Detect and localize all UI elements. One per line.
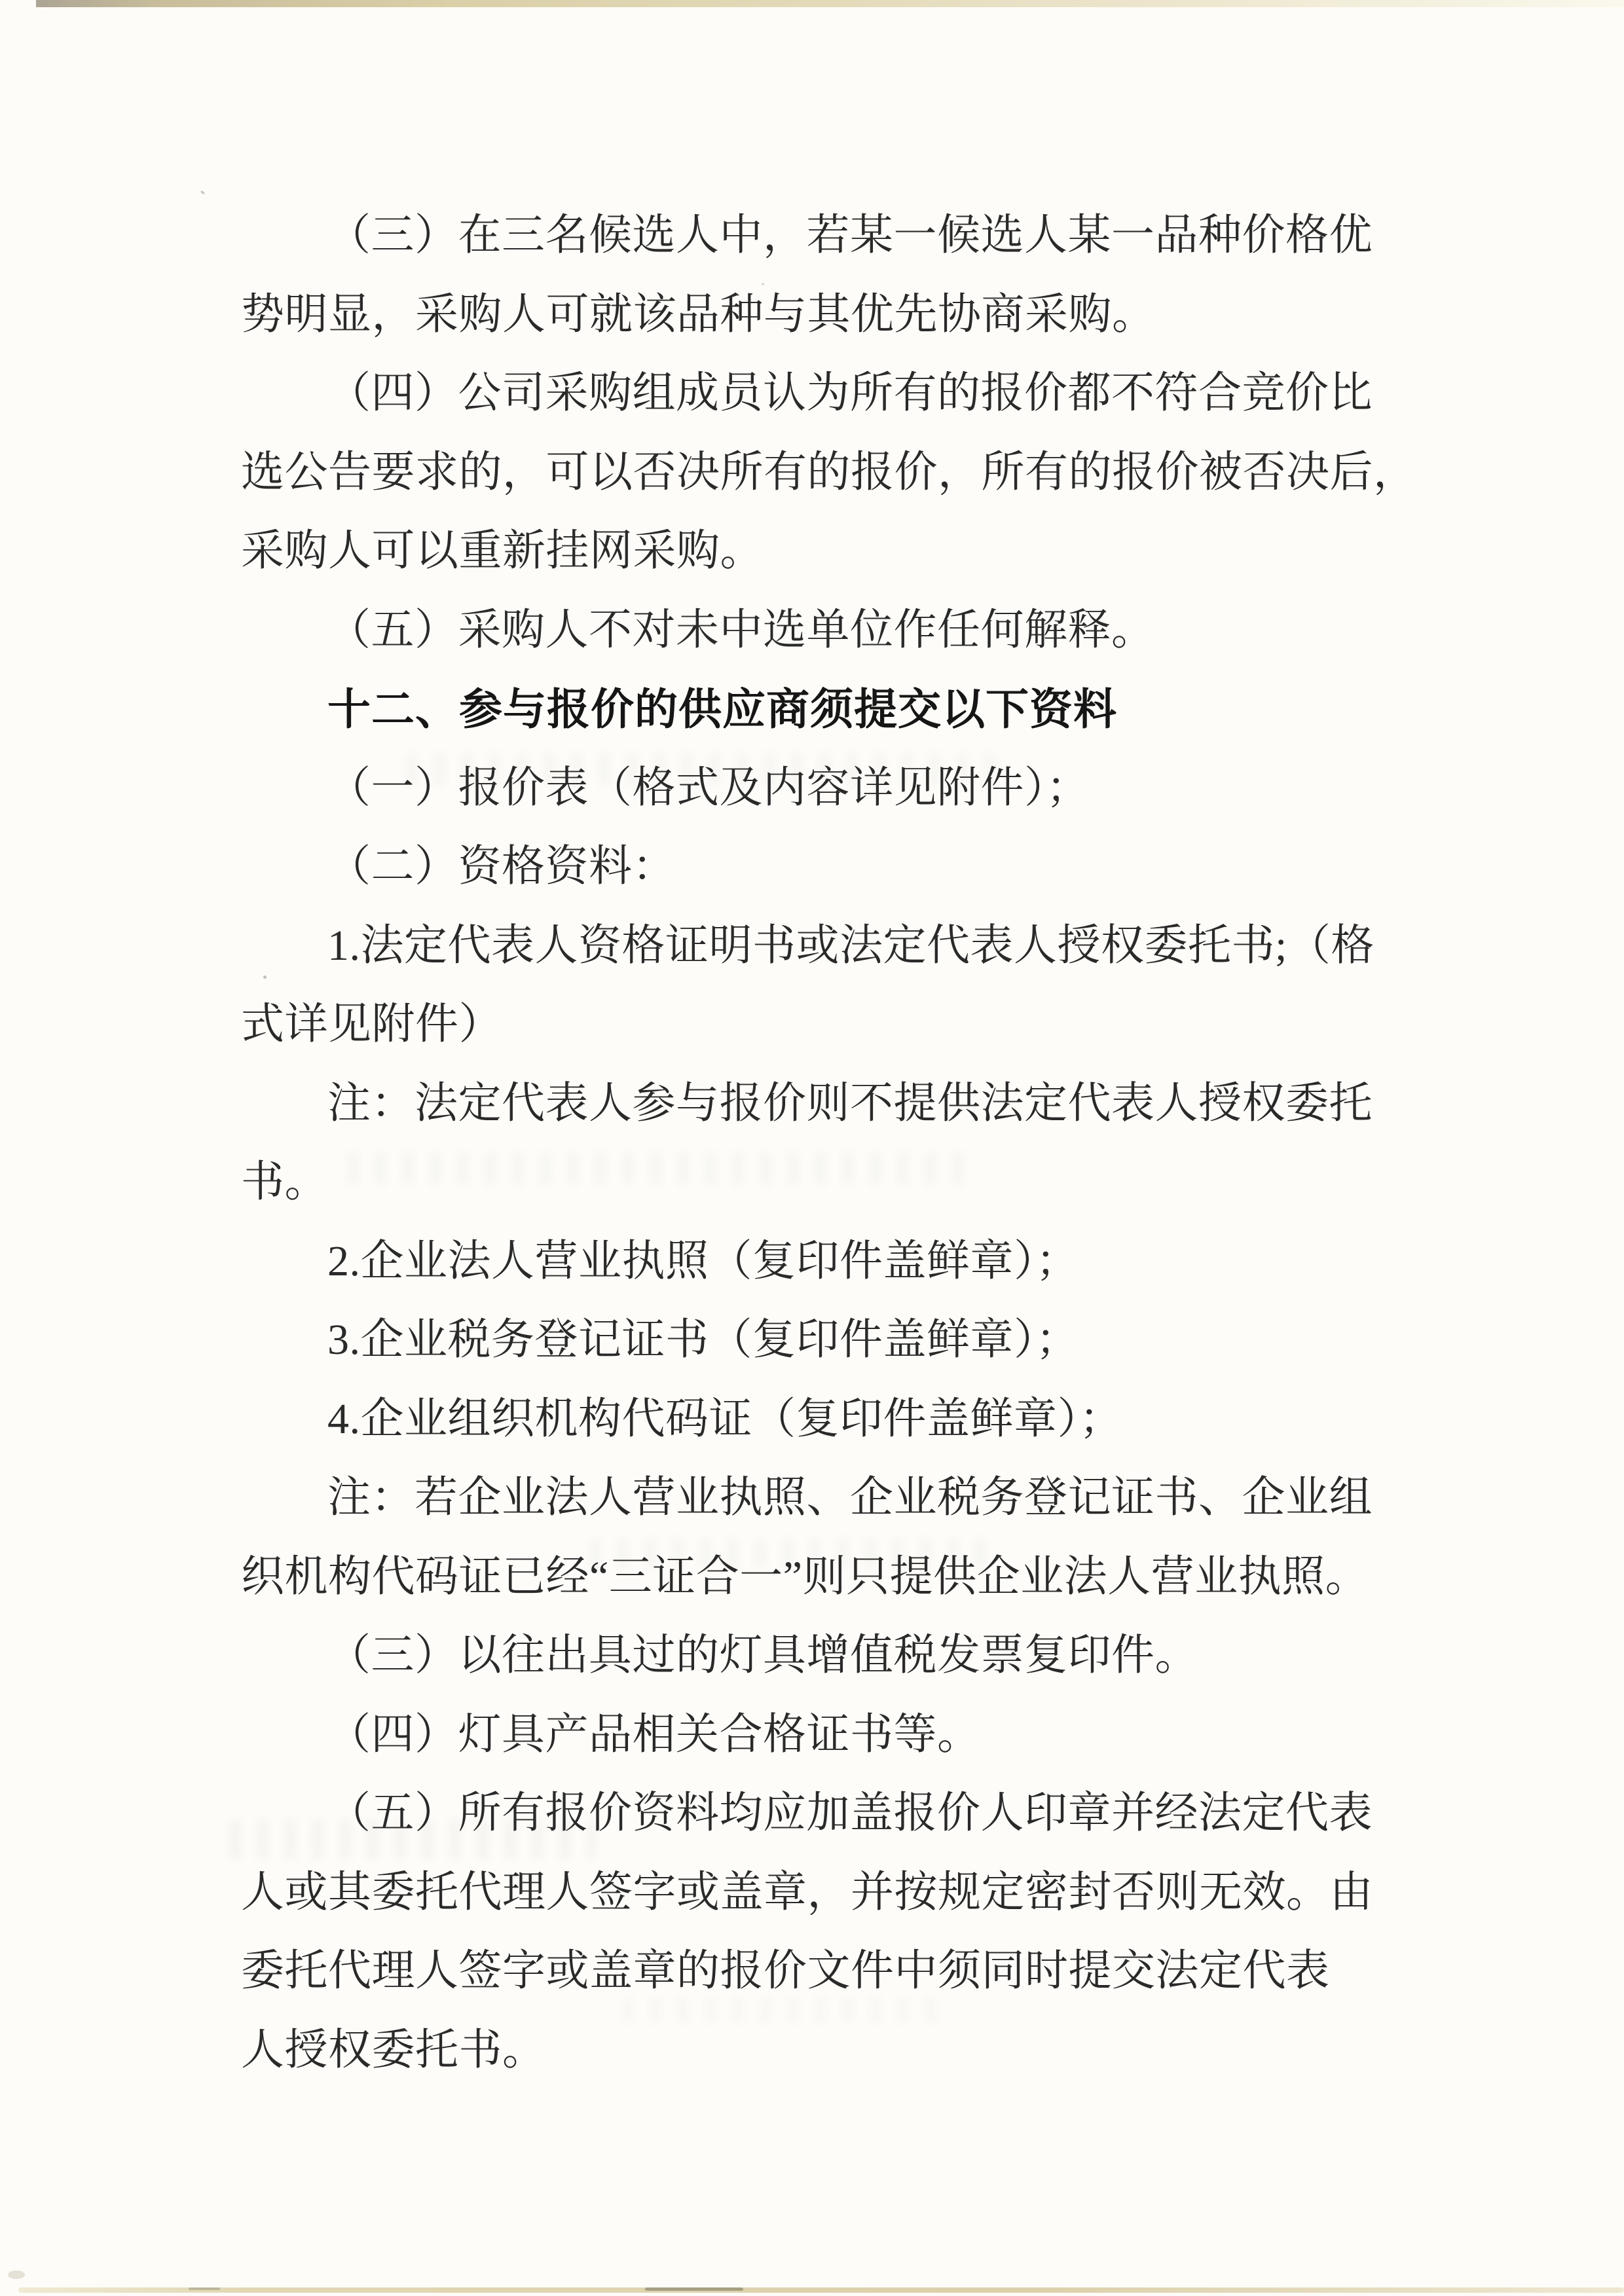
text-line: （一）报价表（格式及内容详见附件）； — [327, 763, 1090, 812]
text-line: （三）以往出具过的灯具增值税发票复印件。 — [327, 1631, 1198, 1679]
text-line: 委托代理人签字或盖章的报价文件中须同时提交法定代表 — [241, 1947, 1330, 1995]
section-heading: 十二、参与报价的供应商须提交以下资料 — [327, 685, 1117, 733]
text-line: 人授权委托书。 — [241, 2026, 546, 2074]
text-line: （五）所有报价资料均应加盖报价人印章并经法定代表 — [327, 1789, 1373, 1837]
scan-edge-bottom — [18, 2287, 1624, 2293]
text-line: （四）公司采购组成员认为所有的报价都不符合竞价比 — [327, 369, 1373, 417]
text-line: 3.企业税务登记证书（复印件盖鲜章）； — [327, 1316, 1079, 1364]
text-line: 势明显，采购人可就该品种与其优先协商采购。 — [241, 290, 1156, 338]
text-line: （二）资格资料： — [327, 843, 676, 890]
text-line: 采购人可以重新挂网采购。 — [241, 527, 764, 575]
text-line: 注：若企业法人营业执照、企业税务登记证书、企业组 — [327, 1474, 1373, 1522]
text-line: 2.企业法人营业执照（复印件盖鲜章）； — [327, 1237, 1079, 1285]
scan-corner-mark — [8, 2270, 25, 2279]
text-line: （五）采购人不对未中选单位作任何解释。 — [327, 606, 1155, 654]
scan-edge-fleck — [189, 2287, 220, 2290]
text-line: 书。 — [241, 1158, 328, 1206]
text-line: 织机构代码证已经“三证合一”则只提供企业法人营业执照。 — [241, 1552, 1369, 1601]
text-line: 注：法定代表人参与报价则不提供法定代表人授权委托 — [327, 1079, 1373, 1127]
text-line: （四）灯具产品相关合格证书等。 — [327, 1710, 981, 1758]
document-body — [241, 196, 1426, 2090]
text-line: 选公告要求的，可以否决所有的报价，所有的报价被否决后， — [241, 448, 1417, 496]
text-line: 式详见附件） — [241, 1000, 502, 1048]
text-line: 4.企业组织机构代码证（复印件盖鲜章）； — [327, 1394, 1123, 1443]
text-line: （三）在三名候选人中，若某一候选人某一品种价格优 — [327, 211, 1373, 259]
scan-edge-fleck — [645, 2287, 743, 2291]
scan-speck — [200, 190, 206, 195]
text-line: 人或其委托代理人签字或盖章，并按规定密封否则无效。由 — [241, 1868, 1373, 1916]
text-line: 1.法定代表人资格证明书或法定代表人授权委托书;（格 — [327, 921, 1375, 970]
scan-edge-top — [36, 0, 1624, 7]
